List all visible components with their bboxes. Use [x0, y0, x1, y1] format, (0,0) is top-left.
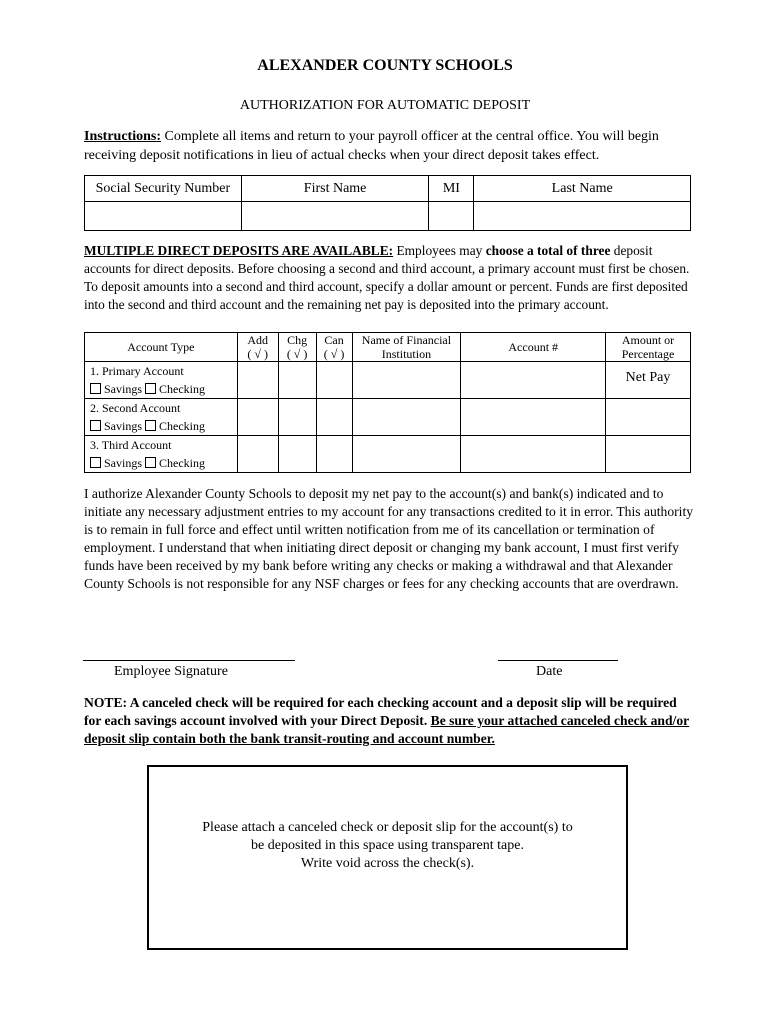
- check-attachment-box: [147, 765, 628, 950]
- second-checking-checkbox[interactable]: [145, 420, 156, 431]
- primary-account-label: 1. Primary Account: [90, 364, 184, 378]
- note-paragraph: [84, 694, 696, 748]
- second-savings-checkbox[interactable]: [90, 420, 101, 431]
- add-header: [237, 333, 278, 362]
- employee-signature-label: Employee Signature: [114, 664, 228, 679]
- second-account-type: [85, 399, 238, 436]
- third-amount-cell[interactable]: [606, 436, 691, 473]
- primary-amount-cell: Net Pay: [606, 362, 691, 399]
- third-checking-label: Checking: [159, 456, 206, 470]
- third-can-cell[interactable]: [316, 436, 352, 473]
- third-account-row: [85, 436, 691, 473]
- third-account-type: [85, 436, 238, 473]
- multiple-deposits-bold: choose a total of three: [485, 243, 611, 258]
- primary-savings-label: Savings: [104, 382, 143, 396]
- primary-account-row: [85, 362, 691, 399]
- institution-header: [352, 333, 461, 362]
- primary-checking-label: Checking: [159, 382, 206, 396]
- multiple-deposits-paragraph: [84, 242, 692, 314]
- mi-header: MI: [429, 176, 474, 202]
- first-name-field[interactable]: [241, 202, 429, 231]
- account-number-header: Account #: [461, 333, 606, 362]
- third-chg-cell[interactable]: [278, 436, 316, 473]
- amount-header: [606, 333, 691, 362]
- date-label: Date: [536, 664, 563, 679]
- attachment-instructions: [149, 819, 626, 873]
- account-type-header: Account Type: [85, 333, 238, 362]
- multiple-deposits-text2: deposit accounts for direct deposits. Before choosing a second and third account, a primary account must first be chosen. To deposit amounts into a second and third account, specify a dollar amount or percent. Funds are first deposited into the second and third account and the remaining net pay is deposited into the primary account.: [84, 243, 690, 312]
- third-institution-cell[interactable]: [352, 436, 461, 473]
- second-add-cell[interactable]: [237, 399, 278, 436]
- page-title: ALEXANDER COUNTY SCHOOLS: [257, 57, 513, 74]
- note-underlined: Be sure your attached canceled check and/or deposit slip contain both the bank transit-routing and account number.: [84, 713, 690, 746]
- attachment-line1: Please attach a canceled check or deposit slip for the account(s) to: [202, 820, 573, 835]
- primary-add-cell[interactable]: [237, 362, 278, 399]
- date-line[interactable]: [498, 660, 618, 661]
- second-account-label: 2. Second Account: [90, 401, 181, 415]
- chg-header-check: ( √ ): [286, 347, 308, 361]
- attachment-line3: Write void across the check(s).: [300, 856, 475, 871]
- chg-header: [278, 333, 316, 362]
- primary-account-type: [85, 362, 238, 399]
- second-chg-cell[interactable]: [278, 399, 316, 436]
- primary-institution-cell[interactable]: [352, 362, 461, 399]
- second-amount-cell[interactable]: [606, 399, 691, 436]
- instructions-text: Complete all items and return to your payroll officer at the central office. You will begin receiving deposit notifications in lieu of actual checks when your direct deposit takes effect.: [84, 129, 659, 163]
- ssn-header: Social Security Number: [85, 176, 242, 202]
- institution-header-line1: Name of Financial: [361, 333, 452, 347]
- add-header-check: ( √ ): [247, 347, 268, 361]
- employee-info-table: [84, 175, 691, 231]
- third-account-number-cell[interactable]: [461, 436, 606, 473]
- primary-account-number-cell[interactable]: [461, 362, 606, 399]
- last-name-field[interactable]: [474, 202, 691, 231]
- mi-field[interactable]: [429, 202, 474, 231]
- third-add-cell[interactable]: [237, 436, 278, 473]
- second-account-number-cell[interactable]: [461, 399, 606, 436]
- last-name-header: Last Name: [474, 176, 691, 202]
- third-savings-label: Savings: [104, 456, 143, 470]
- second-checking-label: Checking: [159, 419, 206, 433]
- second-can-cell[interactable]: [316, 399, 352, 436]
- second-account-row: [85, 399, 691, 436]
- primary-can-cell[interactable]: [316, 362, 352, 399]
- primary-checking-checkbox[interactable]: [145, 383, 156, 394]
- third-account-label: 3. Third Account: [90, 438, 172, 452]
- ssn-field[interactable]: [85, 202, 242, 231]
- authorization-paragraph: I authorize Alexander County Schools to deposit my net pay to the account(s) and bank(s) indicated and to initiate any necessary adjustment entries to my account for any transactions credited to it in error. This authority is to remain in full force and effect until written notification from me of its cancellation or termination of employment. I understand that when initiating direct deposit or changing my bank account, I must first verify funds have been received by my bank before writing any checks or making a withdrawal and that Alexander County Schools is not responsible for any NSF charges or fees for any checking accounts that are overdrawn.: [84, 486, 694, 591]
- page-subtitle: AUTHORIZATION FOR AUTOMATIC DEPOSIT: [239, 98, 531, 113]
- can-header: [316, 333, 352, 362]
- first-name-header: First Name: [241, 176, 429, 202]
- amount-header-line1: Amount or: [621, 333, 675, 347]
- instructions-label: Instructions:: [84, 129, 162, 144]
- second-savings-label: Savings: [104, 419, 143, 433]
- accounts-table: [84, 332, 691, 473]
- primary-chg-cell[interactable]: [278, 362, 316, 399]
- can-header-label: Can: [324, 333, 344, 347]
- chg-header-label: Chg: [287, 333, 308, 347]
- note-text: NOTE: A canceled check will be required for each checking account and a deposit slip will be required for each savings account involved with your Direct Deposit.: [84, 695, 677, 728]
- employee-signature-line[interactable]: [83, 660, 295, 661]
- third-checking-checkbox[interactable]: [145, 457, 156, 468]
- can-header-check: ( √ ): [323, 347, 345, 361]
- attachment-line2: be deposited in this space using transparent tape.: [251, 838, 524, 853]
- instructions: [84, 127, 694, 165]
- multiple-deposits-text1: Employees may: [393, 243, 486, 258]
- multiple-deposits-lead: MULTIPLE DIRECT DEPOSITS ARE AVAILABLE:: [84, 243, 394, 258]
- add-header-label: Add: [247, 333, 268, 347]
- primary-savings-checkbox[interactable]: [90, 383, 101, 394]
- amount-header-line2: Percentage: [621, 347, 675, 361]
- second-institution-cell[interactable]: [352, 399, 461, 436]
- third-savings-checkbox[interactable]: [90, 457, 101, 468]
- institution-header-line2: Institution: [381, 347, 432, 361]
